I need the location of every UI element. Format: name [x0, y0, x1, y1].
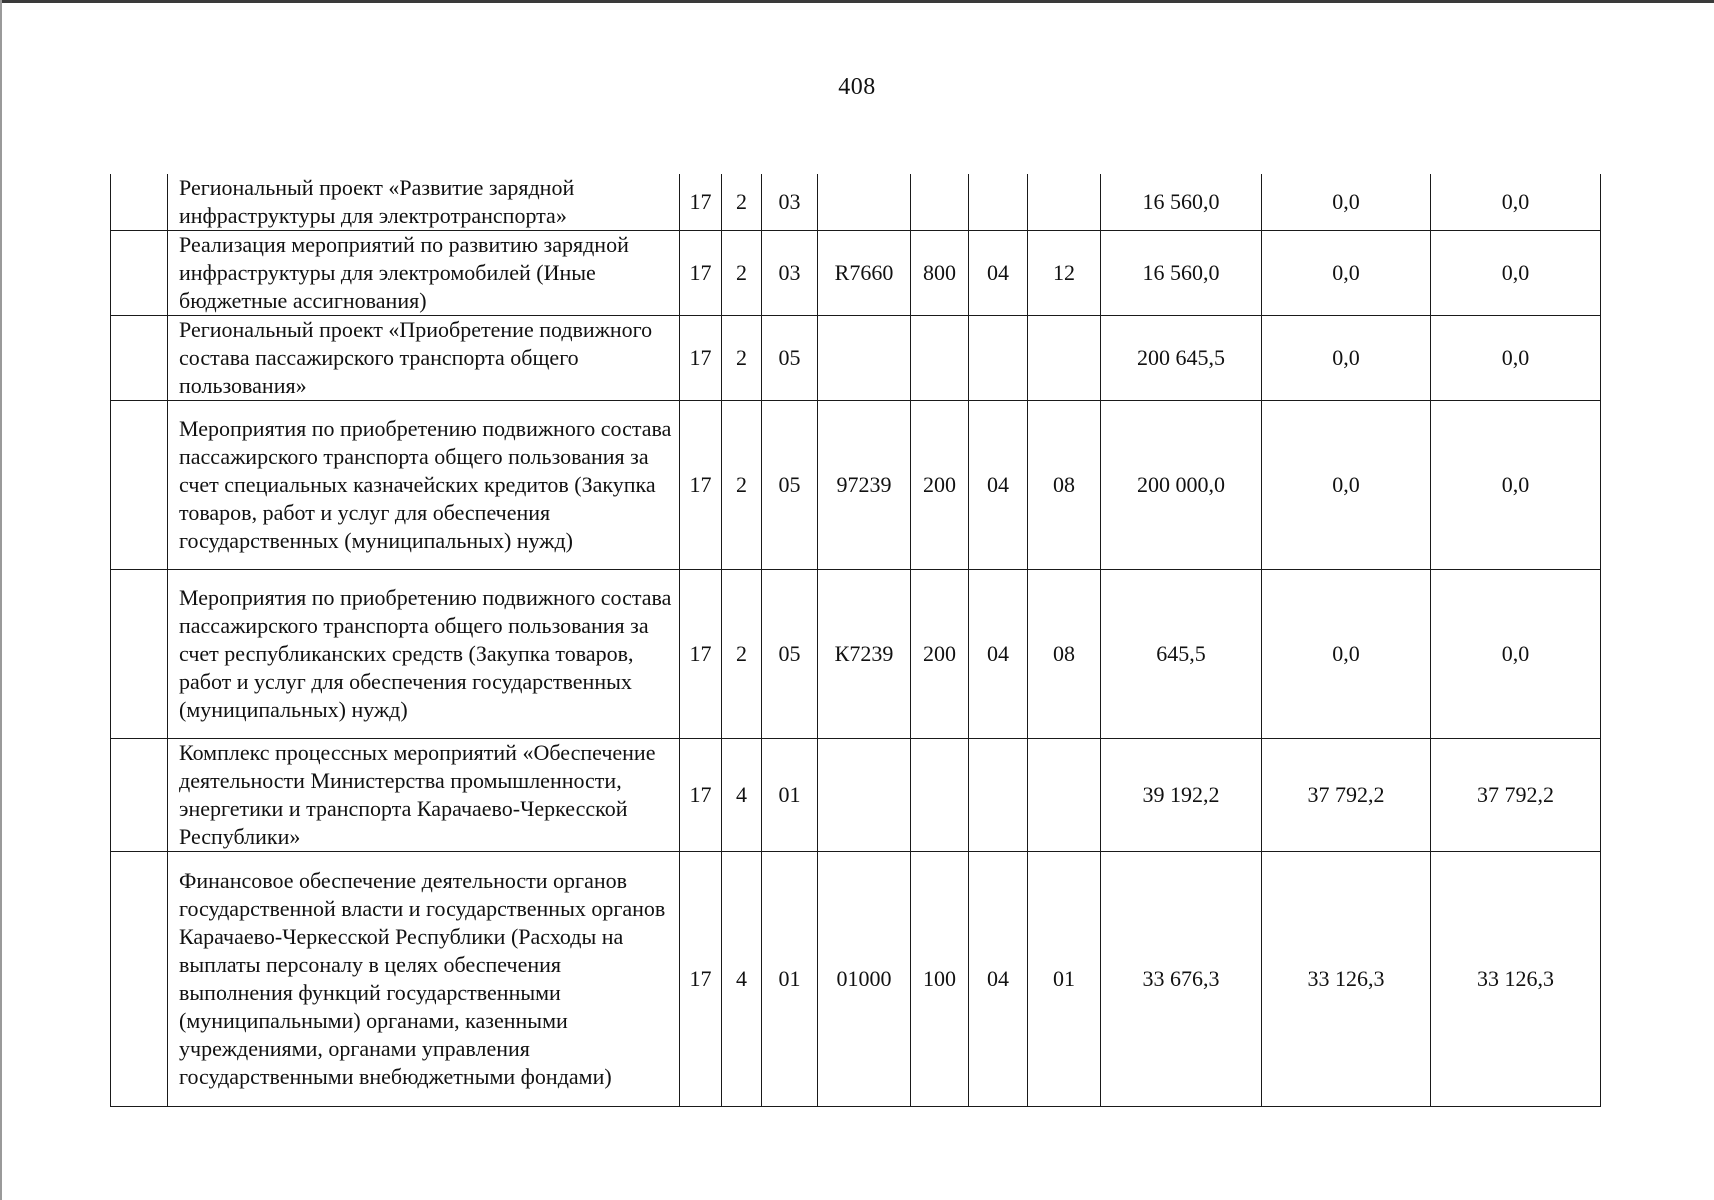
amount-cell: 0,0: [1262, 231, 1431, 316]
code-cell: 17: [680, 231, 722, 316]
code-cell: [1028, 174, 1101, 231]
amount-cell: 0,0: [1262, 570, 1431, 739]
amount-cell: 33 126,3: [1262, 852, 1431, 1107]
amount-cell: 33 676,3: [1101, 852, 1262, 1107]
code-cell: 04: [969, 570, 1028, 739]
scan-edge-left: [0, 0, 2, 1200]
row-name: Мероприятия по приобретению подвижного состава пассажирского транспорта общего пользования за счет республиканских средств (Закупка товаров, работ и услуг для обеспечения государственных (муниципальных) нужд): [168, 570, 680, 739]
amount-cell: 0,0: [1431, 174, 1601, 231]
amount-cell: 200 645,5: [1101, 316, 1262, 401]
code-cell: 01: [762, 852, 818, 1107]
code-cell: [911, 174, 969, 231]
amount-cell: 16 560,0: [1101, 231, 1262, 316]
code-cell: 200: [911, 570, 969, 739]
code-cell: 01: [762, 739, 818, 852]
amount-cell: 200 000,0: [1101, 401, 1262, 570]
code-cell: 2: [722, 174, 762, 231]
row-name: Комплекс процессных мероприятий «Обеспечение деятельности Министерства промышленности, энергетики и транспорта Карачаево-Черкесской Республики»: [168, 739, 680, 852]
amount-cell: 645,5: [1101, 570, 1262, 739]
code-cell: 17: [680, 570, 722, 739]
code-cell: 08: [1028, 401, 1101, 570]
code-cell: 12: [1028, 231, 1101, 316]
code-cell: [969, 316, 1028, 401]
blank-cell: [111, 174, 168, 231]
amount-cell: 39 192,2: [1101, 739, 1262, 852]
code-cell: 05: [762, 316, 818, 401]
code-cell: 2: [722, 316, 762, 401]
row-name: Мероприятия по приобретению подвижного состава пассажирского транспорта общего пользования за счет специальных казначейских кредитов (Закупка товаров, работ и услуг для обеспечения государственных (муниципальных) нужд): [168, 401, 680, 570]
code-cell: 03: [762, 231, 818, 316]
row-name: Финансовое обеспечение деятельности органов государственной власти и государственных органов Карачаево-Черкесской Республики (Расходы на выплаты персоналу в целях обеспечения выполнения функций государственными (муниципальными) органами, казенными учреждениями, органами управления государственными внебюджетными фондами): [168, 852, 680, 1107]
table-row: [111, 316, 1601, 401]
code-cell: 04: [969, 401, 1028, 570]
table-row: [111, 739, 1601, 852]
code-cell: 800: [911, 231, 969, 316]
code-cell: [818, 174, 911, 231]
code-cell: 01000: [818, 852, 911, 1107]
code-cell: 200: [911, 401, 969, 570]
row-name: Реализация мероприятий по развитию зарядной инфраструктуры для электромобилей (Иные бюджетные ассигнования): [168, 231, 680, 316]
code-cell: 97239: [818, 401, 911, 570]
amount-cell: 37 792,2: [1431, 739, 1601, 852]
blank-cell: [111, 316, 168, 401]
code-cell: 2: [722, 231, 762, 316]
code-cell: [1028, 316, 1101, 401]
code-cell: 03: [762, 174, 818, 231]
code-cell: 17: [680, 401, 722, 570]
code-cell: К7239: [818, 570, 911, 739]
row-name: Региональный проект «Развитие зарядной инфраструктуры для электротранспорта»: [168, 174, 680, 231]
code-cell: 4: [722, 739, 762, 852]
table-row: [111, 570, 1601, 739]
code-cell: 05: [762, 401, 818, 570]
code-cell: [818, 739, 911, 852]
code-cell: 08: [1028, 570, 1101, 739]
amount-cell: 0,0: [1262, 401, 1431, 570]
code-cell: 04: [969, 852, 1028, 1107]
code-cell: 17: [680, 174, 722, 231]
code-cell: [969, 739, 1028, 852]
table-row: [111, 174, 1601, 231]
blank-cell: [111, 739, 168, 852]
code-cell: [818, 316, 911, 401]
blank-cell: [111, 570, 168, 739]
amount-cell: 0,0: [1262, 316, 1431, 401]
table-row: [111, 852, 1601, 1107]
code-cell: [1028, 739, 1101, 852]
amount-cell: 0,0: [1431, 401, 1601, 570]
code-cell: 17: [680, 852, 722, 1107]
amount-cell: 0,0: [1262, 174, 1431, 231]
code-cell: 100: [911, 852, 969, 1107]
scan-edge-top: [0, 0, 1714, 3]
amount-cell: 0,0: [1431, 316, 1601, 401]
amount-cell: 0,0: [1431, 231, 1601, 316]
amount-cell: 16 560,0: [1101, 174, 1262, 231]
amount-cell: 37 792,2: [1262, 739, 1431, 852]
code-cell: 05: [762, 570, 818, 739]
code-cell: [969, 174, 1028, 231]
budget-table: [110, 174, 1601, 1107]
code-cell: 17: [680, 316, 722, 401]
code-cell: 2: [722, 401, 762, 570]
blank-cell: [111, 401, 168, 570]
code-cell: 17: [680, 739, 722, 852]
table-row: [111, 231, 1601, 316]
code-cell: 01: [1028, 852, 1101, 1107]
amount-cell: 33 126,3: [1431, 852, 1601, 1107]
code-cell: 04: [969, 231, 1028, 316]
code-cell: 2: [722, 570, 762, 739]
code-cell: [911, 316, 969, 401]
row-name: Региональный проект «Приобретение подвижного состава пассажирского транспорта общего пользования»: [168, 316, 680, 401]
blank-cell: [111, 852, 168, 1107]
code-cell: R7660: [818, 231, 911, 316]
code-cell: 4: [722, 852, 762, 1107]
code-cell: [911, 739, 969, 852]
table-row: [111, 401, 1601, 570]
blank-cell: [111, 231, 168, 316]
page-number: 408: [838, 74, 876, 100]
amount-cell: 0,0: [1431, 570, 1601, 739]
